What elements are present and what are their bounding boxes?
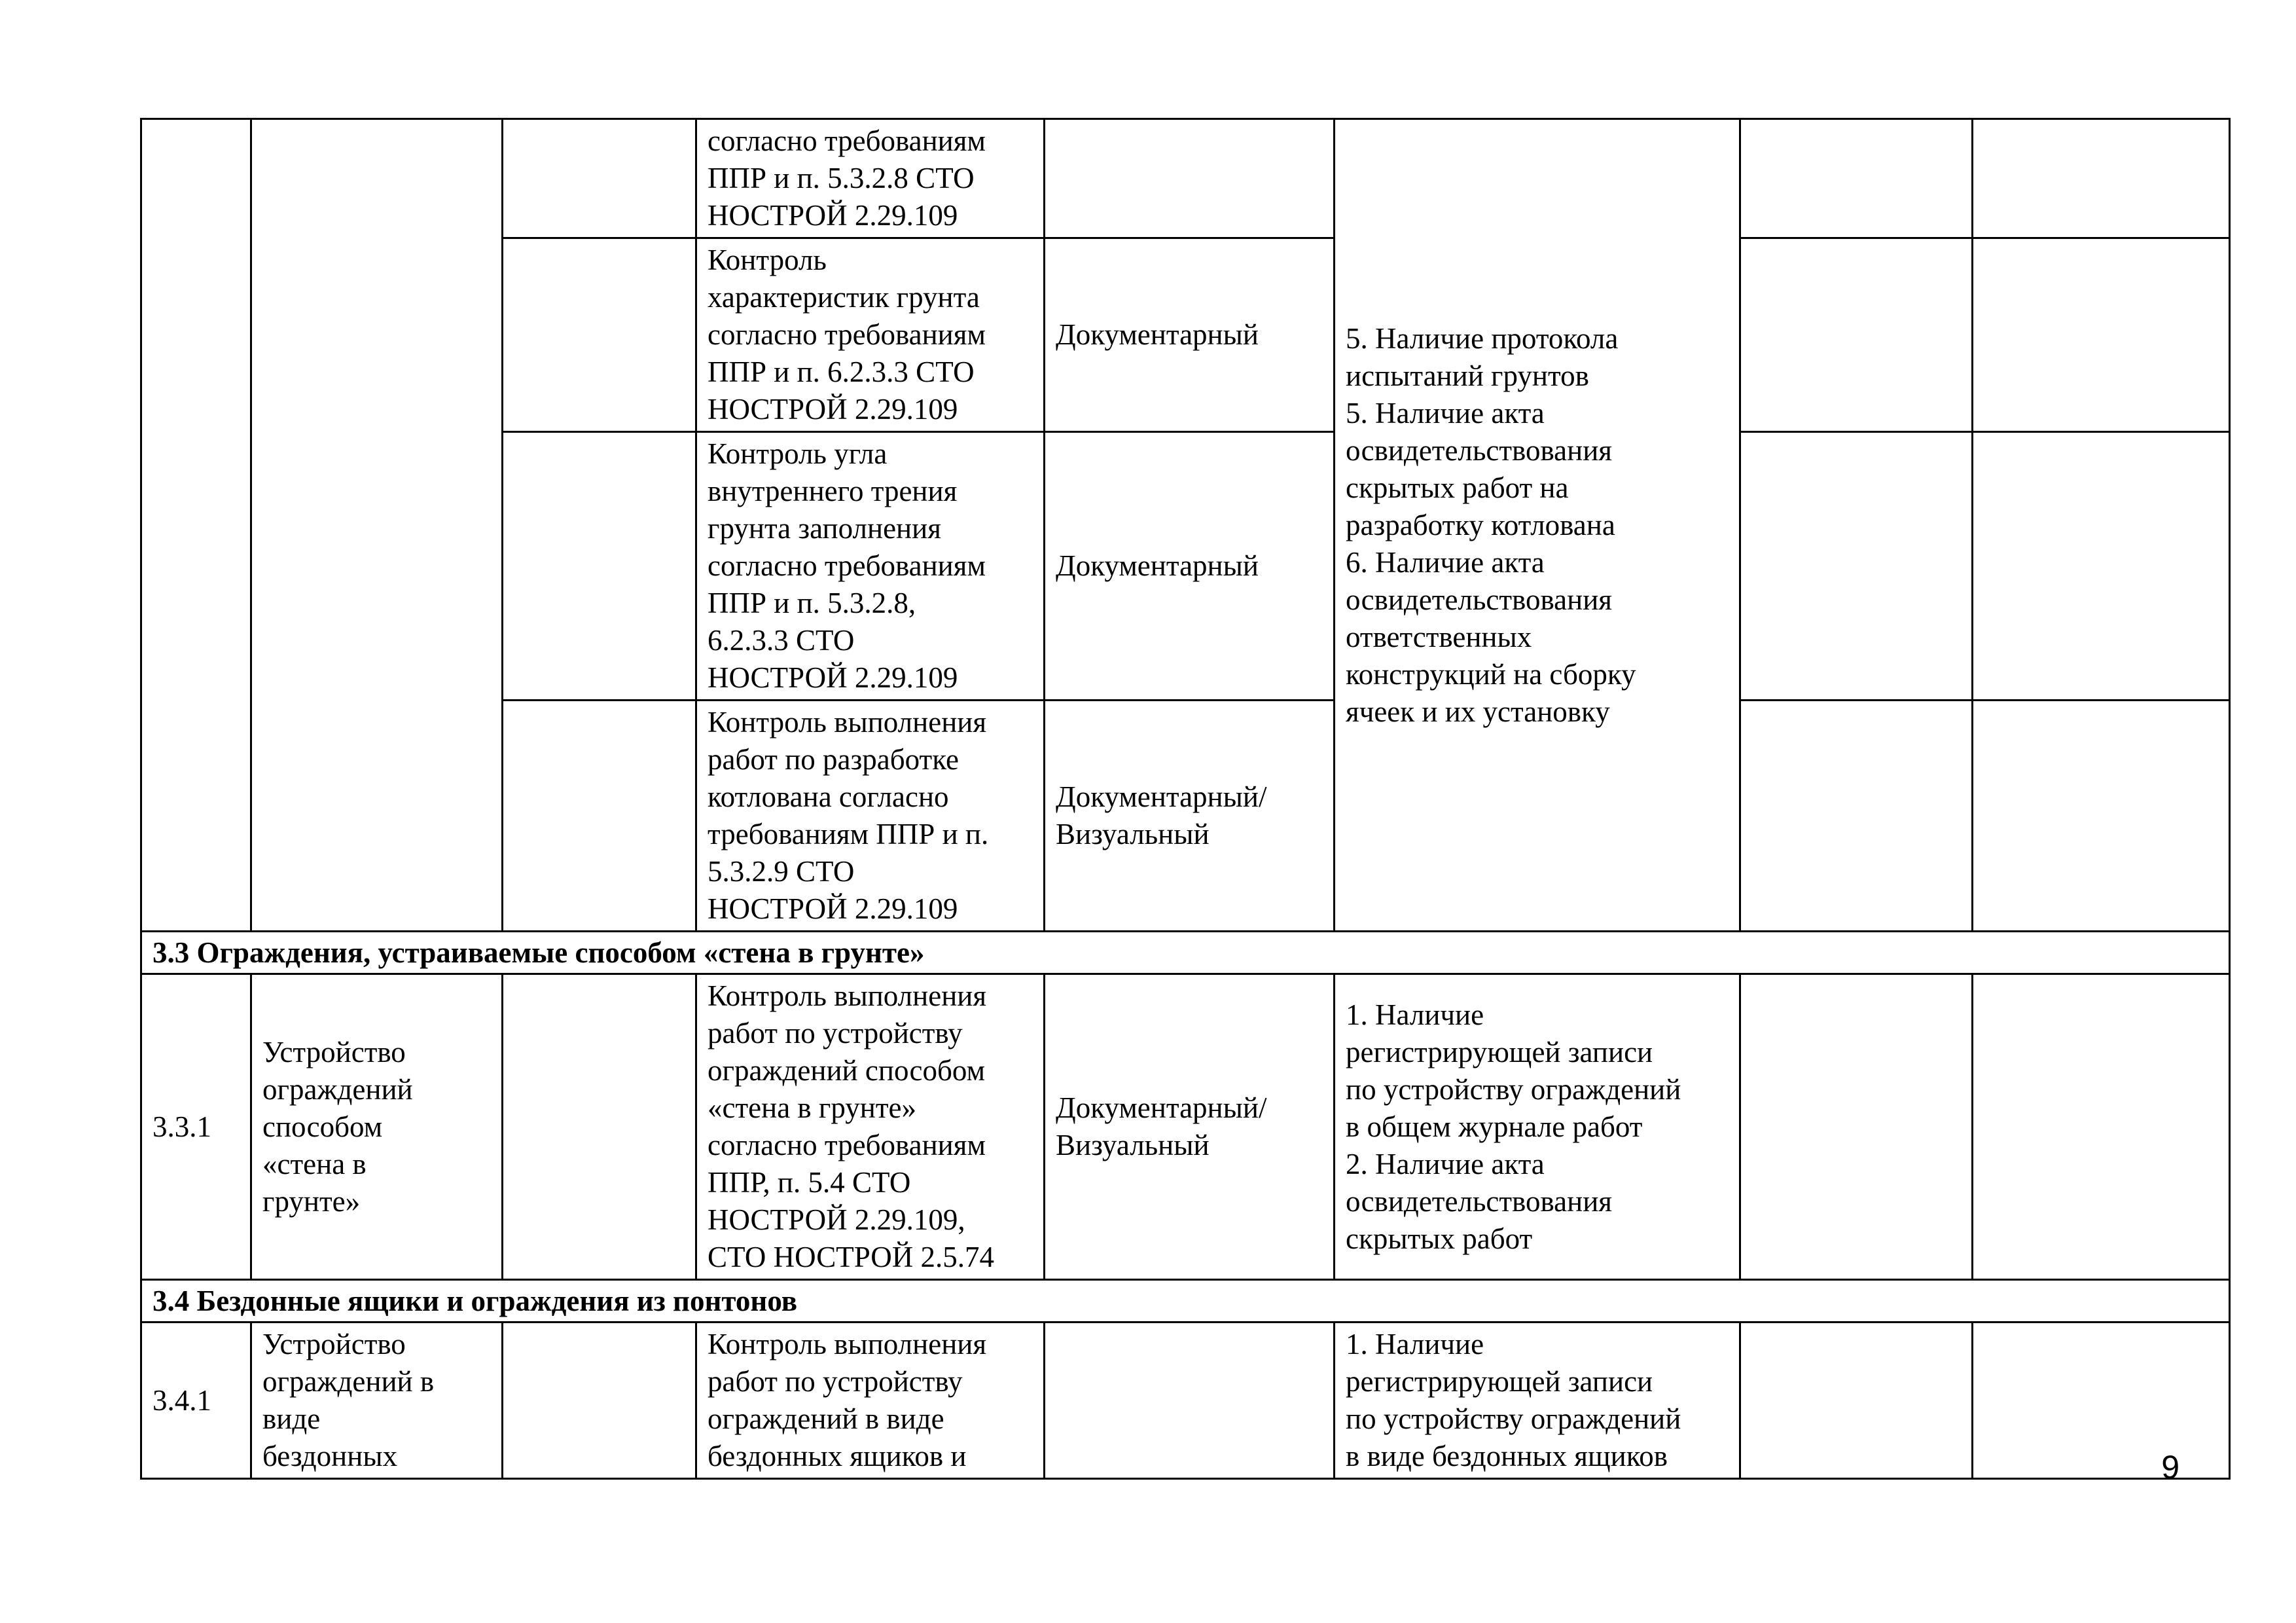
table-row xyxy=(141,974,2230,1280)
criterion-cell: Контроль угла внутреннего трения грунта заполнения согласно требованиям ППР и п. 5.3.2.8, 6.2.3.3 СТО НОСТРОЙ 2.29.109 xyxy=(696,432,1045,701)
num-cell: 3.4.1 xyxy=(141,1322,251,1479)
result-cell xyxy=(1740,974,1973,1280)
result-cell xyxy=(1740,701,1973,932)
note-cell xyxy=(1973,974,2230,1280)
section-title: 3.3 Ограждения, устраиваемые способом «стена в грунте» xyxy=(141,932,2230,974)
method-cell xyxy=(1045,119,1335,238)
table-row xyxy=(141,1322,2230,1479)
param-cell xyxy=(503,1322,696,1479)
note-cell xyxy=(1973,701,2230,932)
table-row xyxy=(141,119,2230,238)
note-cell xyxy=(1973,432,2230,701)
criterion-cell: Контроль характеристик грунта согласно требованиям ППР и п. 6.2.3.3 СТО НОСТРОЙ 2.29.109 xyxy=(696,238,1045,432)
param-cell xyxy=(503,238,696,432)
num-cell xyxy=(141,119,251,932)
method-cell: Документарный xyxy=(1045,238,1335,432)
criterion-cell: Контроль выполнения работ по устройству ограждений способом «стена в грунте» согласно требованиям ППР, п. 5.4 СТО НОСТРОЙ 2.29.109, СТО НОСТРОЙ 2.5.74 xyxy=(696,974,1045,1280)
documents-cell: 5. Наличие протокола испытаний грунтов 5. Наличие акта освидетельствования скрытых работ на разработку котлована 6. Наличие акта освидетельствования ответственных конструкций на сборку ячеек и их установку xyxy=(1335,119,1740,932)
section-row xyxy=(141,1280,2230,1322)
result-cell xyxy=(1740,119,1973,238)
result-cell xyxy=(1740,238,1973,432)
note-cell xyxy=(1973,1322,2230,1479)
work-cell: Устройство ограждений способом «стена в грунте» xyxy=(251,974,503,1280)
note-cell xyxy=(1973,238,2230,432)
documents-cell: 1. Наличие регистрирующей записи по устройству ограждений в виде бездонных ящиков xyxy=(1335,1322,1740,1479)
method-cell xyxy=(1045,1322,1335,1479)
result-cell xyxy=(1740,1322,1973,1479)
param-cell xyxy=(503,119,696,238)
result-cell xyxy=(1740,432,1973,701)
param-cell xyxy=(503,974,696,1280)
documents-cell: 1. Наличие регистрирующей записи по устройству ограждений в общем журнале работ 2. Наличие акта освидетельствования скрытых работ xyxy=(1335,974,1740,1280)
section-title: 3.4 Бездонные ящики и ограждения из понтонов xyxy=(141,1280,2230,1322)
method-cell: Документарный/ Визуальный xyxy=(1045,974,1335,1280)
criterion-cell: Контроль выполнения работ по разработке котлована согласно требованиям ППР и п. 5.3.2.9 СТО НОСТРОЙ 2.29.109 xyxy=(696,701,1045,932)
param-cell xyxy=(503,701,696,932)
method-cell: Документарный xyxy=(1045,432,1335,701)
param-cell xyxy=(503,432,696,701)
method-cell: Документарный/ Визуальный xyxy=(1045,701,1335,932)
work-cell: Устройство ограждений в виде бездонных xyxy=(251,1322,503,1479)
work-cell xyxy=(251,119,503,932)
page-number: 9 xyxy=(2161,1449,2179,1486)
section-row xyxy=(141,932,2230,974)
inspection-table xyxy=(140,118,2231,1480)
criterion-cell: согласно требованиям ППР и п. 5.3.2.8 СТО НОСТРОЙ 2.29.109 xyxy=(696,119,1045,238)
criterion-cell: Контроль выполнения работ по устройству ограждений в виде бездонных ящиков и xyxy=(696,1322,1045,1479)
note-cell xyxy=(1973,119,2230,238)
num-cell: 3.3.1 xyxy=(141,974,251,1280)
